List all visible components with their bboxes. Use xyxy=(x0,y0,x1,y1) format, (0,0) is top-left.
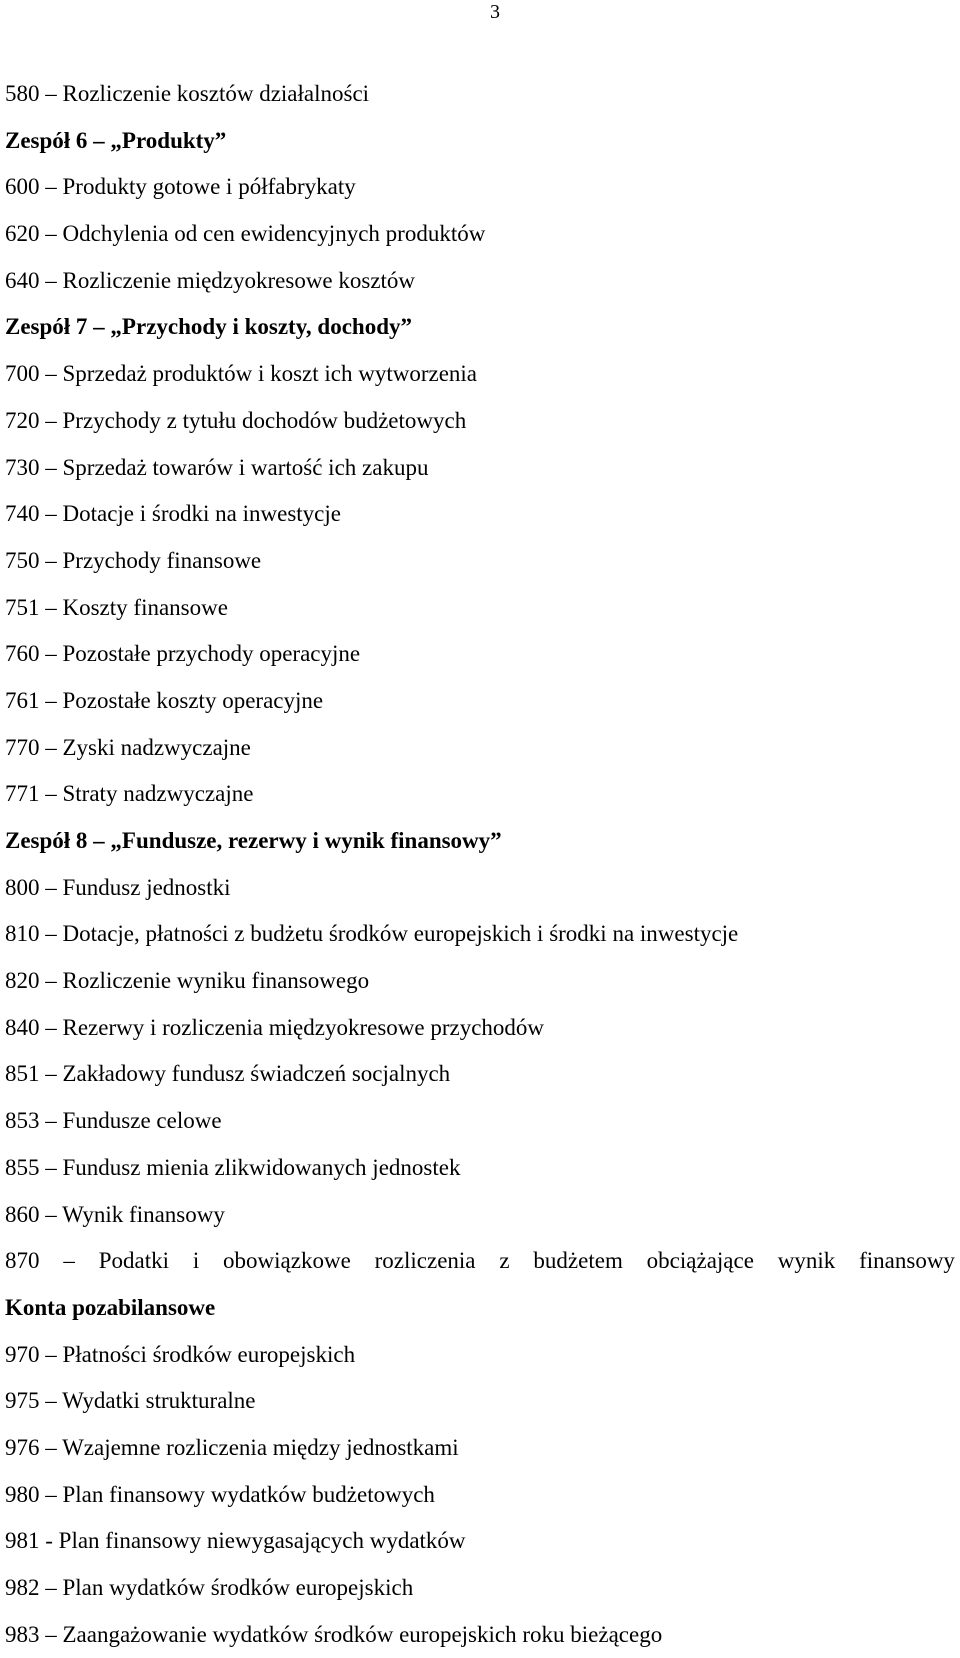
account-line: 761 – Pozostałe koszty operacyjne xyxy=(5,687,324,713)
justified-word: i xyxy=(192,1248,200,1274)
account-line: 800 – Fundusz jednostki xyxy=(5,874,231,900)
account-line: 975 – Wydatki strukturalne xyxy=(5,1388,256,1414)
account-line: 770 – Zyski nadzwyczajne xyxy=(5,734,251,760)
justified-word: rozliczenia xyxy=(374,1248,476,1274)
account-line: 851 – Zakładowy fundusz świadczeń socjalnych xyxy=(5,1061,451,1087)
account-line: 750 – Przychody finansowe xyxy=(5,547,262,573)
account-line: 720 – Przychody z tytułu dochodów budżetowych xyxy=(5,407,467,433)
section-heading: Zespół 7 – „Przychody i koszty, dochody” xyxy=(5,314,413,340)
account-line: 751 – Koszty finansowe xyxy=(5,594,228,620)
account-line: 981 - Plan finansowy niewygasających wydatków xyxy=(5,1528,466,1554)
account-line: 980 – Plan finansowy wydatków budżetowych xyxy=(5,1481,435,1507)
justified-word: z xyxy=(499,1248,510,1274)
section-heading: Zespół 6 – „Produkty” xyxy=(5,127,227,153)
section-heading: Konta pozabilansowe xyxy=(5,1294,216,1320)
account-line: 820 – Rozliczenie wyniku finansowego xyxy=(5,968,370,994)
justified-word: obowiązkowe xyxy=(223,1248,351,1274)
account-line: 982 – Plan wydatków środków europejskich xyxy=(5,1575,414,1600)
justified-word: finansowy xyxy=(859,1248,955,1274)
account-line-justified xyxy=(5,1238,955,1285)
justified-word: Podatki xyxy=(98,1248,169,1274)
account-line: 983 – Zaangażowanie wydatków środków europejskich roku bieżącego xyxy=(5,1621,663,1647)
account-line: 620 – Odchylenia od cen ewidencyjnych produktów xyxy=(5,221,486,247)
account-line: 855 – Fundusz mienia zlikwidowanych jednostek xyxy=(5,1154,461,1180)
account-line: 730 – Sprzedaż towarów i wartość ich zakupu xyxy=(5,454,429,480)
justified-word: – xyxy=(63,1248,75,1274)
account-line: 860 – Wynik finansowy xyxy=(5,1201,225,1227)
account-line: 760 – Pozostałe przychody operacyjne xyxy=(5,641,361,667)
account-line: 970 – Płatności środków europejskich xyxy=(5,1341,356,1367)
page-number: 3 xyxy=(490,1,500,23)
account-line: 600 – Produkty gotowe i półfabrykaty xyxy=(5,174,356,200)
account-line: 840 – Rezerwy i rozliczenia międzyokresowe przychodów xyxy=(5,1014,545,1040)
justified-word: obciążające xyxy=(646,1248,754,1274)
justified-word: 870 xyxy=(5,1248,40,1274)
account-line: 580 – Rozliczenie kosztów działalności xyxy=(5,81,370,106)
account-line: 640 – Rozliczenie międzyokresowe kosztów xyxy=(5,267,416,293)
justified-word: wynik xyxy=(777,1248,836,1274)
account-line: 810 – Dotacje, płatności z budżetu środków europejskich i środki na inwestycje xyxy=(5,921,739,947)
account-line: 771 – Straty nadzwyczajne xyxy=(5,781,254,807)
section-heading: Zespół 8 – „Fundusze, rezerwy i wynik finansowy” xyxy=(5,828,502,853)
account-line: 700 – Sprzedaż produktów i koszt ich wytworzenia xyxy=(5,361,478,387)
justified-word: budżetem xyxy=(533,1248,623,1274)
account-line: 853 – Fundusze celowe xyxy=(5,1108,222,1134)
account-list xyxy=(5,71,960,1658)
account-line: 740 – Dotacje i środki na inwestycje xyxy=(5,501,341,527)
account-line: 976 – Wzajemne rozliczenia między jednostkami xyxy=(5,1434,459,1460)
